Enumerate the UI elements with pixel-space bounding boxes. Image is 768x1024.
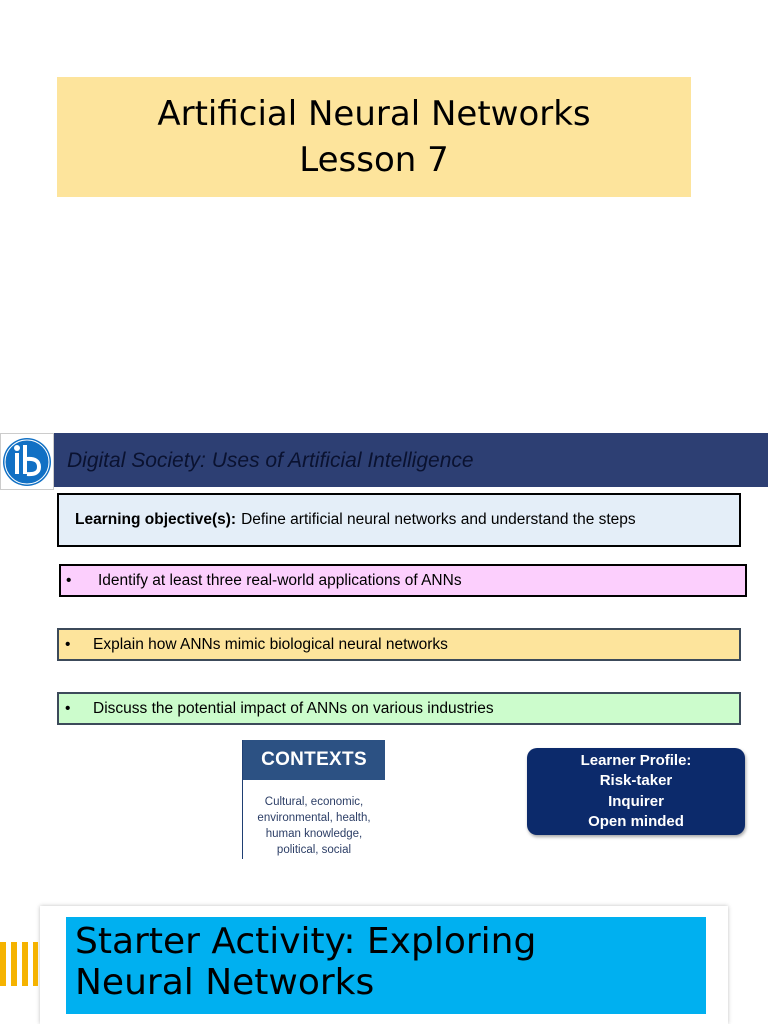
learner-profile-trait: Open minded xyxy=(588,813,684,830)
learning-objective-label: Learning objective(s): xyxy=(75,511,237,528)
lesson-title-line2: Lesson 7 xyxy=(299,140,449,180)
contexts-line: political, social xyxy=(276,844,352,856)
accent-bars-icon xyxy=(0,942,38,986)
learning-objective-text: Define artificial neural networks and understand the steps xyxy=(241,511,636,528)
bullet-marker: • xyxy=(65,699,71,717)
contexts-line: environmental, health, xyxy=(257,812,371,824)
starter-title-line2: Neural Networks xyxy=(75,962,375,1003)
contexts-line: human knowledge, xyxy=(265,828,363,840)
objective-bullet-2 xyxy=(57,628,741,661)
starter-title-line1: Starter Activity: Exploring xyxy=(75,921,537,962)
objective-bullet-3 xyxy=(57,692,741,725)
contexts-heading: CONTEXTS xyxy=(243,740,385,780)
objective-bullet-text: Identify at least three real-world applications of ANNs xyxy=(98,571,462,589)
starter-activity-title xyxy=(66,917,706,1014)
bullet-marker: • xyxy=(66,571,72,589)
learner-profile-trait: Risk-taker xyxy=(599,772,673,789)
ib-logo xyxy=(0,433,54,490)
ib-logo-icon xyxy=(1,434,53,489)
objective-bullet-text: Explain how ANNs mimic biological neural networks xyxy=(93,635,448,653)
contexts-list xyxy=(243,780,385,858)
learning-objective xyxy=(57,493,741,547)
objective-bullet-text: Discuss the potential impact of ANNs on various industries xyxy=(93,699,494,717)
learner-profile-box xyxy=(527,748,745,835)
subject-title: Digital Society: Uses of Artificial Intelligence xyxy=(67,449,474,472)
lesson-title-line1: Artificial Neural Networks xyxy=(157,94,591,134)
objective-bullet-1 xyxy=(59,564,747,597)
lesson-title xyxy=(57,77,691,197)
contexts-line: Cultural, economic, xyxy=(264,796,364,808)
contexts-card xyxy=(242,740,385,859)
bullet-marker: • xyxy=(65,635,71,653)
learner-profile-heading: Learner Profile: xyxy=(580,751,692,769)
learner-profile-trait: Inquirer xyxy=(608,792,664,810)
